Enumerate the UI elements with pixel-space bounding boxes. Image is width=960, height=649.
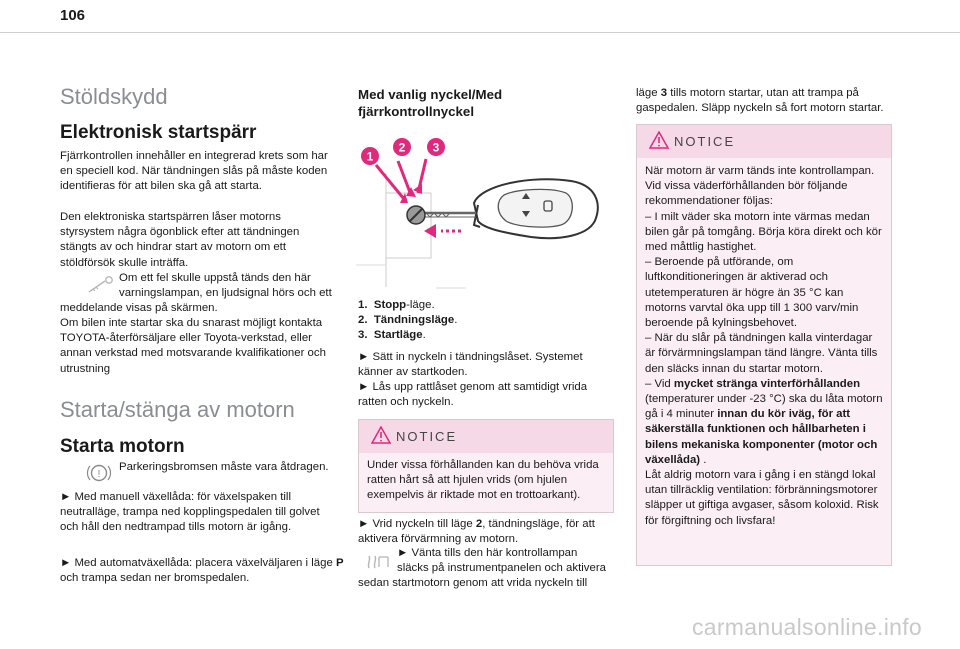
warning-triangle-icon-right — [649, 131, 669, 154]
paragraph-immobiliser: Den elektroniska startspärren låser motorns styrsystem några ögonblick efter att tändningen stängts av och hindrar start av motorn om ett stöldförsök skulle inträffa. — [60, 211, 300, 269]
section-heading-theft-protection: Stöldskydd — [60, 84, 168, 109]
paragraph-parking-brake: Parkeringsbromsen måste vara åtdragen. — [119, 461, 329, 473]
diagram-label-3: 3 — [432, 140, 440, 155]
key-blade-icon — [407, 206, 476, 224]
notice-box-engine — [636, 124, 892, 566]
paragraph-contact-dealer: Om bilen inte startar ska du snarast möjligt kontakta TOYOTA-återförsäljare eller Toyota-verkstad, eller annan verkstad med motsvarande kvalifikationer och utrustning — [60, 317, 326, 375]
paragraph-automatic-gearbox: ► Med automatväxellåda: placera växelväljaren i läge P och trampa sedan ner bromspedalen. — [60, 557, 344, 585]
notice-line-warm-engine: När motorn är varm tänds inte kontrollampan. — [645, 165, 875, 177]
notice-text-steering: Under vissa förhållanden kan du behöva vrida ratten hårt så att hjulen vrids (om hjulen exempelvis är riktade mot en trottoarkant). — [367, 459, 599, 502]
step-wait-lamp-line2: släcks på instrumentpanelen och aktivera — [397, 562, 606, 574]
parking-brake-icon — [86, 462, 112, 489]
step-insert-key: ► Sätt in nyckeln i tändningslåset. Systemet känner av startkoden. — [358, 351, 583, 379]
section-heading-start-stop: Starta/stänga av motorn — [60, 397, 295, 422]
notice-line-mild-weather: – I milt väder ska motorn inte värmas medan bilen går på tomgång. Börja köra direkt och kör med måttlig hastighet. — [645, 210, 882, 254]
diagram-label-1: 1 — [366, 149, 374, 164]
notice-line-weather: Vid vissa väderförhållanden bör följande rekommendationer följas: — [645, 180, 848, 208]
warning-lamp-key-icon — [87, 276, 117, 301]
watermark: carmanualsonline.info — [691, 614, 922, 640]
svg-text:!: ! — [97, 469, 101, 480]
diagram-label-2: 2 — [398, 140, 406, 155]
notice-line-ventilation: Låt aldrig motorn vara i gång i en stängd lokal utan tillräcklig ventilation: förbränningsmotorer släpper ut giftiga avgaser, såsom koloxid. Risk för förgiftning och livsfara! — [645, 469, 879, 527]
notice-line-cold-days: – När du slår på tändningen kalla vinterdagar är förvärmningslampan tänd längre. Vänta tills den släcks innan du startar motorn. — [645, 332, 878, 375]
subheading-electronic-immobiliser: Elektronisk startspärr — [60, 122, 257, 143]
notice-box-steering — [358, 419, 614, 513]
step-unlock-steering: ► Lås upp rattlåset genom att samtidigt vrida ratten och nyckeln. — [358, 381, 588, 409]
heading-key-types: Med vanlig nyckel/Med fjärrkontrollnyckel — [358, 87, 503, 119]
page-number: 106 — [60, 7, 86, 24]
notice-line-severe-winter: – Vid mycket stränga vinterförhållanden (temperaturer under -23 °C) ska du låta motorn gå i 4 minuter innan du kör iväg, för att säkerställa funktionen och hållbarheten i bilens mekaniska komponenter (motor och växellåda) . — [645, 377, 883, 466]
list-item-ignition: 2. Tändningsläge. — [358, 314, 458, 326]
list-item-stop: 1. Stopp-läge. — [358, 299, 435, 311]
paragraph-remote-chip: Fjärrkontrollen innehåller en integrerad krets som har en speciell kod. När tändningen slås på måste koden identifieras för att bilen ska gå att starta. — [60, 150, 328, 193]
paragraph-fault-line1: Om ett fel skulle uppstå tänds den här — [119, 272, 311, 284]
step-wait-lamp-line1: ► Vänta tills den här kontrollampan — [397, 547, 578, 559]
ignition-key-diagram — [356, 133, 606, 298]
warning-triangle-icon — [371, 426, 391, 449]
step-ignition-preheat: ► Vrid nyckeln till läge 2, tändningsläge, för att aktivera förvärmning av motorn. — [358, 518, 595, 546]
position-arrows-icon — [376, 159, 461, 238]
notice-title-right: NOTICE — [674, 134, 736, 149]
notice-body-engine — [645, 164, 885, 529]
paragraph-start-continuation: läge 3 tills motorn startar, utan att trampa på gaspedalen. Släpp nyckeln så fort motorn startar. — [636, 87, 884, 115]
paragraph-manual-gearbox: ► Med manuell växellåda: för växelspaken till neutralläge, trampa ned kopplingspedalen till golvet och håll den nedtrampad tills motorn är igång. — [60, 491, 320, 534]
notice-line-air-conditioning: – Beroende på utförande, om luftkonditioneringen är aktiverad och utetemperaturen är högre än 35 °C kan motorns varvtal öka upp till 1 300 varv/min beroende på kylningsbehovet. — [645, 256, 859, 330]
paragraph-fault-line3: meddelande visas på skärmen. — [60, 302, 218, 314]
header-rule — [0, 32, 960, 33]
step-wait-lamp-line3: sedan startmotorn genom att vrida nyckeln till — [358, 577, 588, 589]
remote-key-fob-icon — [474, 179, 598, 238]
list-item-start: 3. Startläge. — [358, 329, 426, 341]
subheading-start-engine: Starta motorn — [60, 436, 185, 457]
paragraph-fault-line2: varningslampan, en ljudsignal hörs och ett — [119, 287, 332, 299]
preheat-lamp-icon — [366, 552, 390, 575]
notice-title: NOTICE — [396, 429, 458, 444]
